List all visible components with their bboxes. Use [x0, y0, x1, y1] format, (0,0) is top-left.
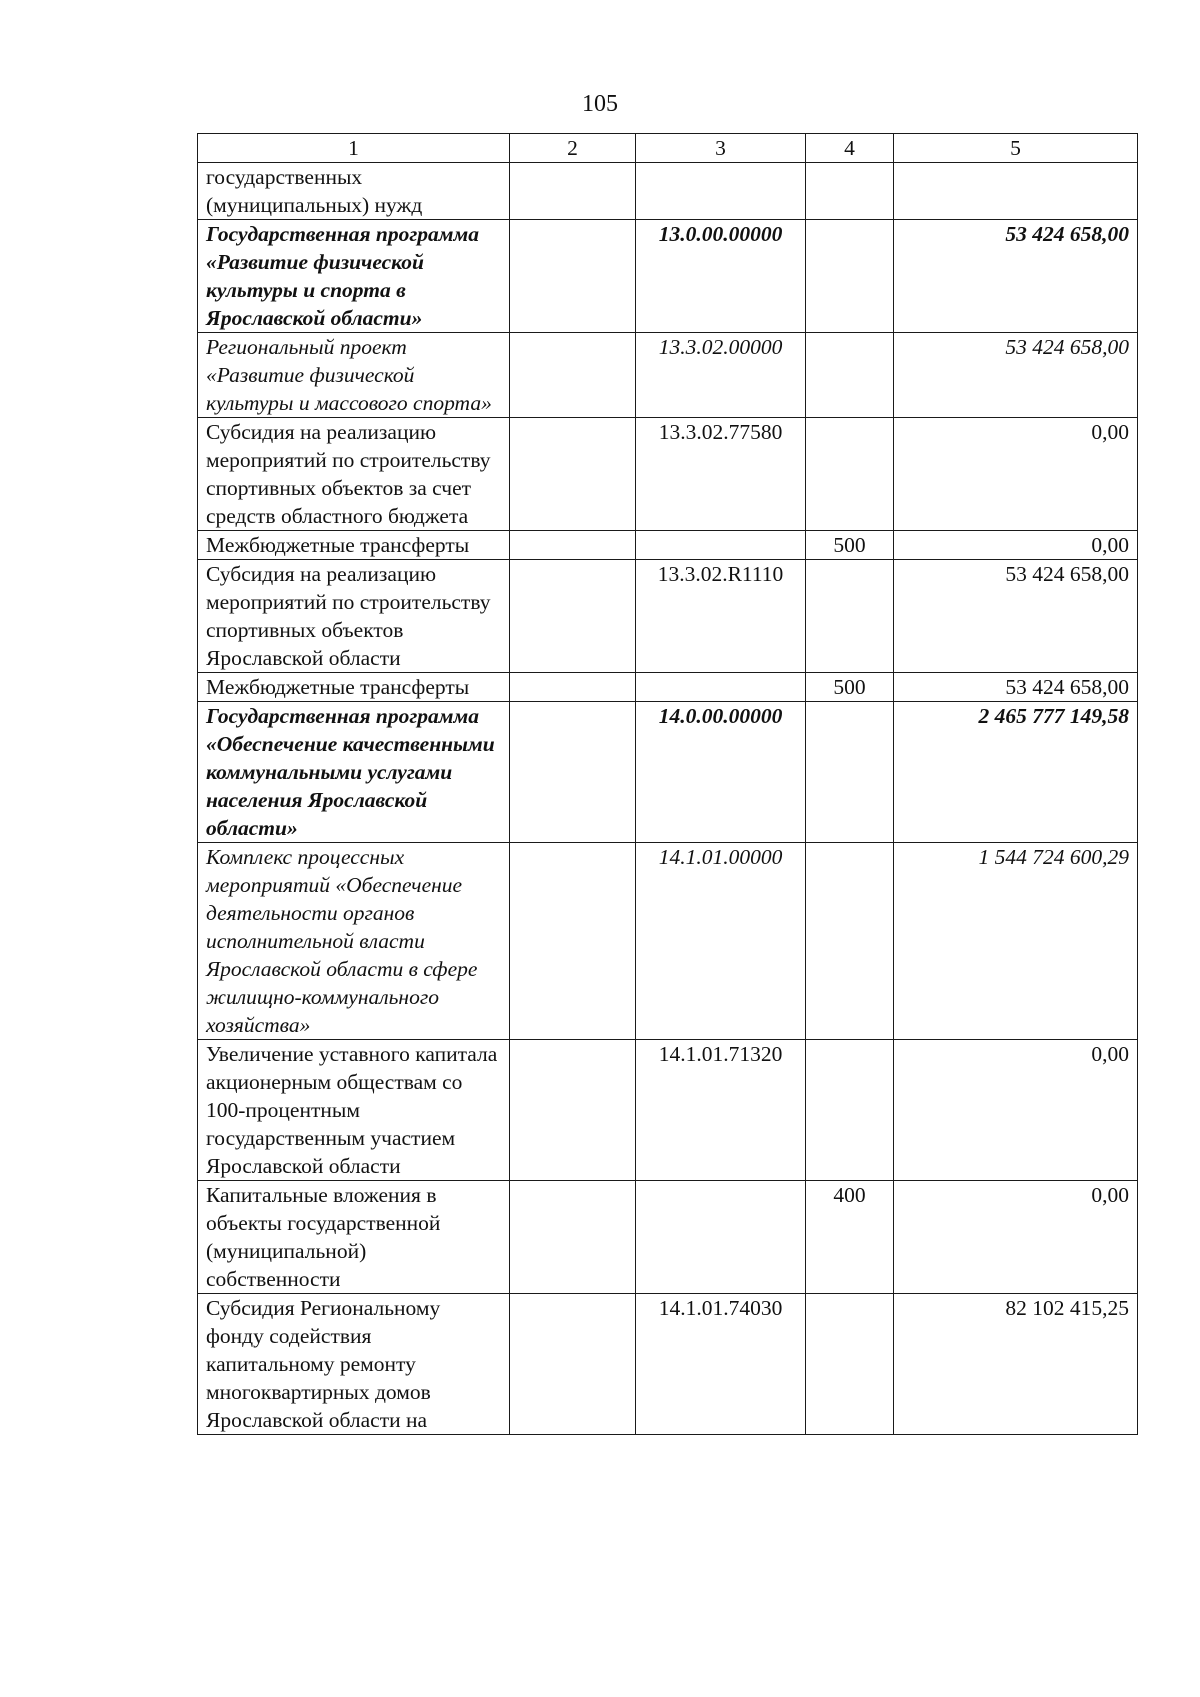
row-vr-cell — [806, 418, 894, 531]
row-code-cell — [636, 531, 806, 560]
row-col2-cell — [510, 333, 636, 418]
row-vr-cell: 400 — [806, 1181, 894, 1294]
table-row — [198, 418, 1138, 531]
row-name-cell: Субсидия Региональному фонду содействия капитальному ремонту многоквартирных домов Ярославской области на — [198, 1294, 510, 1435]
row-vr-cell — [806, 702, 894, 843]
header-row — [198, 134, 1138, 163]
table-row — [198, 560, 1138, 673]
table-row — [198, 531, 1138, 560]
table-row — [198, 333, 1138, 418]
row-sum-cell: 0,00 — [894, 531, 1138, 560]
column-header-3: 3 — [636, 134, 806, 163]
page-number: 105 — [582, 91, 618, 117]
table-row — [198, 220, 1138, 333]
row-vr-cell — [806, 1040, 894, 1181]
column-header-5: 5 — [894, 134, 1138, 163]
row-name-cell: Государственная программа «Обеспечение качественными коммунальными услугами населения Ярославской области» — [198, 702, 510, 843]
row-code-cell — [636, 673, 806, 702]
row-sum-cell: 0,00 — [894, 418, 1138, 531]
row-code-cell: 14.0.00.00000 — [636, 702, 806, 843]
table-row — [198, 1181, 1138, 1294]
row-name-cell: Субсидия на реализацию мероприятий по строительству спортивных объектов за счет средств областного бюджета — [198, 418, 510, 531]
row-sum-cell: 0,00 — [894, 1040, 1138, 1181]
row-code-cell — [636, 163, 806, 220]
row-name-cell: Межбюджетные трансферты — [198, 531, 510, 560]
row-sum-cell: 2 465 777 149,58 — [894, 702, 1138, 843]
table-row — [198, 702, 1138, 843]
row-vr-cell — [806, 220, 894, 333]
row-col2-cell — [510, 843, 636, 1040]
row-vr-cell — [806, 333, 894, 418]
column-header-4: 4 — [806, 134, 894, 163]
row-code-cell: 14.1.01.00000 — [636, 843, 806, 1040]
row-code-cell: 13.3.02.R1110 — [636, 560, 806, 673]
row-col2-cell — [510, 1040, 636, 1181]
row-col2-cell — [510, 702, 636, 843]
row-col2-cell — [510, 1294, 636, 1435]
row-vr-cell: 500 — [806, 531, 894, 560]
row-sum-cell: 53 424 658,00 — [894, 333, 1138, 418]
row-sum-cell: 1 544 724 600,29 — [894, 843, 1138, 1040]
table-row — [198, 1294, 1138, 1435]
column-header-1: 1 — [198, 134, 510, 163]
row-name-cell: Увеличение уставного капитала акционерным обществам со 100-процентным государственным участием Ярославской области — [198, 1040, 510, 1181]
row-col2-cell — [510, 531, 636, 560]
table-row — [198, 673, 1138, 702]
row-name-cell: государственных (муниципальных) нужд — [198, 163, 510, 220]
row-code-cell: 14.1.01.71320 — [636, 1040, 806, 1181]
row-vr-cell — [806, 163, 894, 220]
row-sum-cell: 82 102 415,25 — [894, 1294, 1138, 1435]
row-code-cell: 13.3.02.00000 — [636, 333, 806, 418]
row-name-cell: Межбюджетные трансферты — [198, 673, 510, 702]
row-col2-cell — [510, 560, 636, 673]
table-body — [198, 163, 1138, 1435]
row-name-cell: Комплекс процессных мероприятий «Обеспечение деятельности органов исполнительной власти Ярославской области в сфере жилищно-коммунального хозяйства» — [198, 843, 510, 1040]
column-header-2: 2 — [510, 134, 636, 163]
row-code-cell — [636, 1181, 806, 1294]
row-code-cell: 13.3.02.77580 — [636, 418, 806, 531]
row-sum-cell: 53 424 658,00 — [894, 560, 1138, 673]
row-vr-cell — [806, 843, 894, 1040]
row-name-cell: Государственная программа «Развитие физической культуры и спорта в Ярославской области» — [198, 220, 510, 333]
row-vr-cell — [806, 1294, 894, 1435]
budget-table — [197, 133, 1138, 1435]
row-col2-cell — [510, 1181, 636, 1294]
row-col2-cell — [510, 220, 636, 333]
row-name-cell: Капитальные вложения в объекты государственной (муниципальной) собственности — [198, 1181, 510, 1294]
row-sum-cell: 0,00 — [894, 1181, 1138, 1294]
table-row — [198, 1040, 1138, 1181]
row-col2-cell — [510, 418, 636, 531]
row-name-cell: Региональный проект «Развитие физической культуры и массового спорта» — [198, 333, 510, 418]
table-row — [198, 843, 1138, 1040]
table-header — [198, 134, 1138, 163]
row-col2-cell — [510, 163, 636, 220]
row-sum-cell: 53 424 658,00 — [894, 220, 1138, 333]
row-sum-cell: 53 424 658,00 — [894, 673, 1138, 702]
row-name-cell: Субсидия на реализацию мероприятий по строительству спортивных объектов Ярославской области — [198, 560, 510, 673]
row-vr-cell: 500 — [806, 673, 894, 702]
row-vr-cell — [806, 560, 894, 673]
row-col2-cell — [510, 673, 636, 702]
table-row — [198, 163, 1138, 220]
row-code-cell: 13.0.00.00000 — [636, 220, 806, 333]
row-sum-cell — [894, 163, 1138, 220]
row-code-cell: 14.1.01.74030 — [636, 1294, 806, 1435]
